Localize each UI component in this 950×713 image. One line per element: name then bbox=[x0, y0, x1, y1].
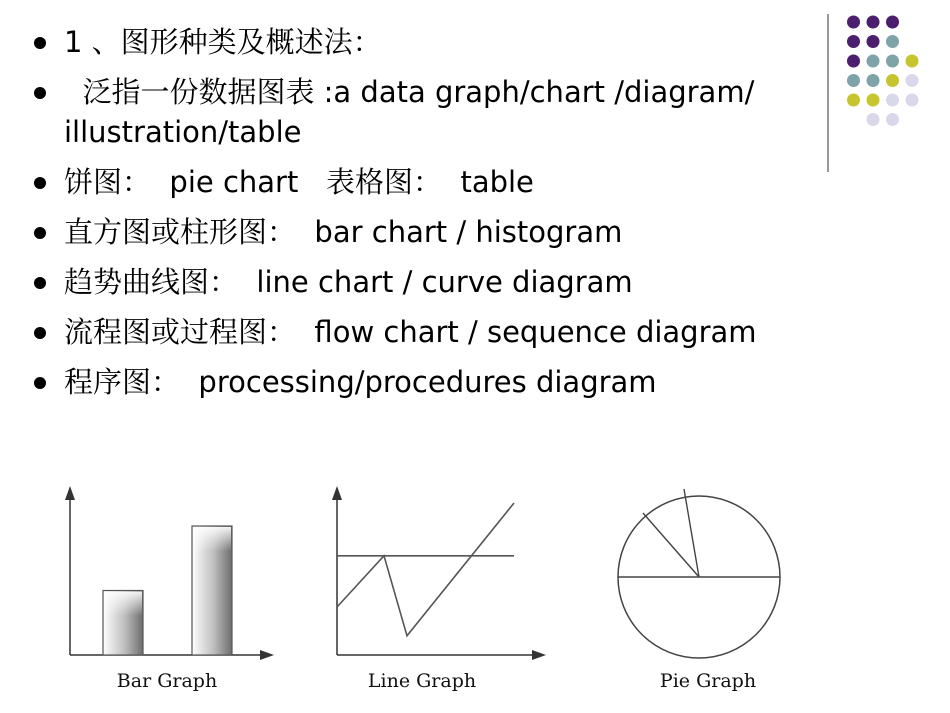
bar-graph bbox=[65, 486, 274, 692]
line-y-axis-arrow-icon bbox=[332, 486, 342, 500]
bullet-text: 流程图或过程图： flow chart / sequence diagram bbox=[64, 315, 757, 349]
bullet-item-1 bbox=[34, 22, 894, 62]
bullet-dot-icon bbox=[34, 177, 46, 189]
bullet-dot-icon bbox=[34, 277, 46, 289]
bullet-text: 程序图： processing/procedures diagram bbox=[64, 365, 657, 399]
line-graph-caption: Line Graph bbox=[367, 670, 477, 692]
bullet-item-6 bbox=[34, 312, 894, 352]
pie-graph-caption: Pie Graph bbox=[659, 670, 757, 692]
pie-slice-edge-1 bbox=[684, 489, 699, 577]
bullet-text: 饼图： pie chart 表格图： table bbox=[64, 165, 534, 199]
bar-y-axis-arrow-icon bbox=[65, 486, 75, 500]
bullet-text: 泛指一份数据图表 :a data graph/chart /diagram/ illustration/table bbox=[64, 75, 764, 149]
line-x-axis-arrow-icon bbox=[532, 650, 546, 660]
line-graph bbox=[332, 486, 546, 692]
pie-graph bbox=[618, 489, 780, 692]
example-graphs-figure bbox=[0, 470, 950, 713]
bullet-dot-icon bbox=[34, 37, 46, 49]
bar-x-axis-arrow-icon bbox=[260, 650, 274, 660]
bullet-dot-icon bbox=[34, 377, 46, 389]
bullet-text: 1 、图形种类及概述法： bbox=[64, 25, 382, 59]
bullet-text: 直方图或柱形图： bar chart / histogram bbox=[64, 215, 623, 249]
decorative-dot bbox=[906, 74, 919, 87]
bar-graph-caption: Bar Graph bbox=[116, 670, 218, 692]
decorative-dot bbox=[906, 94, 919, 107]
bullet-item-7 bbox=[34, 362, 894, 402]
line-series-zigzag bbox=[337, 503, 514, 636]
bullet-dot-icon bbox=[34, 87, 46, 99]
bar-1-highlight bbox=[104, 592, 142, 616]
bullet-item-2 bbox=[34, 72, 894, 152]
bullet-dot-icon bbox=[34, 327, 46, 339]
bullet-item-3 bbox=[34, 162, 894, 202]
bar-2-highlight bbox=[193, 527, 231, 551]
bullet-dot-icon bbox=[34, 227, 46, 239]
bullet-list bbox=[34, 22, 894, 412]
bullet-text: 趋势曲线图： line chart / curve diagram bbox=[64, 265, 633, 299]
decorative-dot bbox=[906, 55, 919, 68]
bullet-item-4 bbox=[34, 212, 894, 252]
bullet-item-5 bbox=[34, 262, 894, 302]
pie-slice-edge-2 bbox=[643, 513, 699, 577]
